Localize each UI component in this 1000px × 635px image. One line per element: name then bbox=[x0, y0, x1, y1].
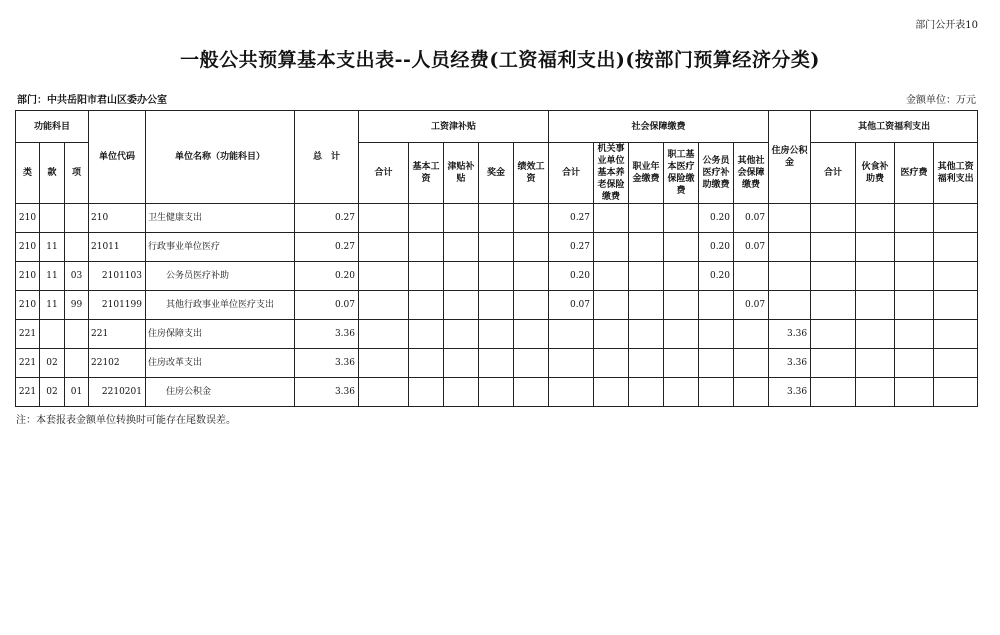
header-other-welfare: 其他工资福利支出 bbox=[934, 143, 978, 204]
cell-civil-medical bbox=[699, 291, 734, 320]
cell-perf-wage bbox=[514, 204, 549, 233]
cell-wage-sum bbox=[359, 320, 409, 349]
cell-unit-name: 住房公积金 bbox=[146, 378, 295, 407]
cell-other-welfare bbox=[934, 262, 978, 291]
cell-other-social: 0.07 bbox=[734, 291, 769, 320]
cell-lei: 221 bbox=[16, 349, 40, 378]
cell-civil-medical: 0.20 bbox=[699, 233, 734, 262]
cell-social-sum bbox=[549, 378, 594, 407]
cell-xiang: 99 bbox=[65, 291, 89, 320]
cell-meal bbox=[856, 291, 895, 320]
cell-xiang bbox=[65, 233, 89, 262]
header-civil-medical: 公务员医疗补助缴费 bbox=[699, 143, 734, 204]
cell-other-welfare bbox=[934, 320, 978, 349]
cell-unit-name: 其他行政事业单位医疗支出 bbox=[146, 291, 295, 320]
cell-other-welfare bbox=[934, 204, 978, 233]
header-annuity: 职业年金缴费 bbox=[629, 143, 664, 204]
cell-other-welfare bbox=[934, 291, 978, 320]
table-row bbox=[16, 349, 978, 378]
cell-medical-fee bbox=[895, 320, 934, 349]
table-row bbox=[16, 378, 978, 407]
cell-total: 0.20 bbox=[295, 262, 359, 291]
table-row bbox=[16, 262, 978, 291]
cell-medical-fee bbox=[895, 204, 934, 233]
cell-civil-medical: 0.20 bbox=[699, 262, 734, 291]
cell-housing: 3.36 bbox=[769, 320, 811, 349]
cell-other-social bbox=[734, 262, 769, 291]
cell-unit-code: 221 bbox=[89, 320, 146, 349]
cell-total: 3.36 bbox=[295, 378, 359, 407]
table-row bbox=[16, 320, 978, 349]
cell-medical bbox=[664, 204, 699, 233]
cell-lei: 210 bbox=[16, 262, 40, 291]
header-meal: 伙食补助费 bbox=[856, 143, 895, 204]
cell-kuan: 11 bbox=[40, 262, 65, 291]
header-other-social: 其他社会保障缴费 bbox=[734, 143, 769, 204]
cell-social-sum: 0.27 bbox=[549, 233, 594, 262]
cell-wage-sum bbox=[359, 204, 409, 233]
cell-lei: 210 bbox=[16, 204, 40, 233]
cell-wage-sum bbox=[359, 233, 409, 262]
cell-social-sum: 0.07 bbox=[549, 291, 594, 320]
cell-unit-name: 行政事业单位医疗 bbox=[146, 233, 295, 262]
cell-medical bbox=[664, 233, 699, 262]
cell-kuan bbox=[40, 204, 65, 233]
cell-unit-name: 卫生健康支出 bbox=[146, 204, 295, 233]
cell-perf-wage bbox=[514, 378, 549, 407]
cell-basic-wage bbox=[409, 378, 444, 407]
cell-annuity bbox=[629, 320, 664, 349]
cell-basic-wage bbox=[409, 204, 444, 233]
cell-other-social bbox=[734, 378, 769, 407]
cell-kuan: 02 bbox=[40, 378, 65, 407]
cell-other-sum bbox=[811, 291, 856, 320]
header-xiang: 项 bbox=[65, 143, 89, 204]
cell-bonus bbox=[479, 233, 514, 262]
cell-civil-medical: 0.20 bbox=[699, 204, 734, 233]
cell-lei: 221 bbox=[16, 320, 40, 349]
cell-allowance bbox=[444, 204, 479, 233]
cell-meal bbox=[856, 320, 895, 349]
cell-xiang bbox=[65, 349, 89, 378]
cell-allowance bbox=[444, 378, 479, 407]
cell-perf-wage bbox=[514, 349, 549, 378]
cell-unit-code: 22102 bbox=[89, 349, 146, 378]
cell-perf-wage bbox=[514, 320, 549, 349]
footnote: 注：本套报表金额单位转换时可能存在尾数误差。 bbox=[16, 415, 236, 426]
cell-medical-fee bbox=[895, 233, 934, 262]
cell-kuan: 02 bbox=[40, 349, 65, 378]
cell-unit-code: 2210201 bbox=[89, 378, 146, 407]
cell-total: 0.07 bbox=[295, 291, 359, 320]
header-social-group: 社会保障缴费 bbox=[549, 111, 769, 143]
header-housing: 住房公积金 bbox=[769, 111, 811, 204]
cell-kuan bbox=[40, 320, 65, 349]
cell-civil-medical bbox=[699, 378, 734, 407]
header-lei: 类 bbox=[16, 143, 40, 204]
cell-pension bbox=[594, 291, 629, 320]
cell-medical bbox=[664, 291, 699, 320]
cell-unit-code: 21011 bbox=[89, 233, 146, 262]
cell-unit-code: 2101199 bbox=[89, 291, 146, 320]
cell-bonus bbox=[479, 378, 514, 407]
cell-xiang: 03 bbox=[65, 262, 89, 291]
header-allowance: 津贴补贴 bbox=[444, 143, 479, 204]
cell-social-sum bbox=[549, 349, 594, 378]
cell-other-social bbox=[734, 320, 769, 349]
cell-total: 0.27 bbox=[295, 233, 359, 262]
cell-social-sum bbox=[549, 320, 594, 349]
cell-bonus bbox=[479, 291, 514, 320]
header-wage-group: 工资津补贴 bbox=[359, 111, 549, 143]
cell-pension bbox=[594, 204, 629, 233]
cell-medical bbox=[664, 262, 699, 291]
cell-housing: 3.36 bbox=[769, 349, 811, 378]
cell-meal bbox=[856, 233, 895, 262]
cell-basic-wage bbox=[409, 320, 444, 349]
header-medical-fee: 医疗费 bbox=[895, 143, 934, 204]
header-medical: 职工基本医疗保险缴费 bbox=[664, 143, 699, 204]
cell-basic-wage bbox=[409, 233, 444, 262]
cell-total: 3.36 bbox=[295, 349, 359, 378]
cell-social-sum: 0.27 bbox=[549, 204, 594, 233]
header-basic-wage: 基本工资 bbox=[409, 143, 444, 204]
cell-housing bbox=[769, 291, 811, 320]
budget-table bbox=[15, 110, 978, 407]
cell-lei: 210 bbox=[16, 291, 40, 320]
cell-pension bbox=[594, 320, 629, 349]
cell-pension bbox=[594, 349, 629, 378]
cell-perf-wage bbox=[514, 262, 549, 291]
cell-other-sum bbox=[811, 349, 856, 378]
header-bonus: 奖金 bbox=[479, 143, 514, 204]
cell-bonus bbox=[479, 262, 514, 291]
cell-total: 0.27 bbox=[295, 204, 359, 233]
cell-bonus bbox=[479, 204, 514, 233]
cell-basic-wage bbox=[409, 349, 444, 378]
cell-civil-medical bbox=[699, 349, 734, 378]
cell-other-sum bbox=[811, 204, 856, 233]
cell-bonus bbox=[479, 320, 514, 349]
table-row bbox=[16, 204, 978, 233]
cell-xiang bbox=[65, 320, 89, 349]
cell-basic-wage bbox=[409, 262, 444, 291]
header-unit-code: 单位代码 bbox=[89, 111, 146, 204]
header-kuan: 款 bbox=[40, 143, 65, 204]
cell-medical-fee bbox=[895, 378, 934, 407]
cell-unit-name: 住房改革支出 bbox=[146, 349, 295, 378]
currency-unit-label: 金额单位：万元 bbox=[906, 95, 976, 106]
cell-other-sum bbox=[811, 233, 856, 262]
cell-basic-wage bbox=[409, 291, 444, 320]
cell-total: 3.36 bbox=[295, 320, 359, 349]
cell-annuity bbox=[629, 349, 664, 378]
cell-allowance bbox=[444, 349, 479, 378]
cell-wage-sum bbox=[359, 291, 409, 320]
table-number-label: 部门公开表10 bbox=[915, 20, 978, 31]
cell-annuity bbox=[629, 262, 664, 291]
cell-medical-fee bbox=[895, 349, 934, 378]
cell-meal bbox=[856, 262, 895, 291]
cell-meal bbox=[856, 349, 895, 378]
table-row bbox=[16, 291, 978, 320]
cell-social-sum: 0.20 bbox=[549, 262, 594, 291]
cell-medical-fee bbox=[895, 262, 934, 291]
cell-wage-sum bbox=[359, 262, 409, 291]
cell-perf-wage bbox=[514, 291, 549, 320]
cell-unit-name: 住房保障支出 bbox=[146, 320, 295, 349]
cell-other-sum bbox=[811, 262, 856, 291]
cell-pension bbox=[594, 233, 629, 262]
cell-bonus bbox=[479, 349, 514, 378]
cell-other-sum bbox=[811, 378, 856, 407]
cell-pension bbox=[594, 378, 629, 407]
cell-annuity bbox=[629, 291, 664, 320]
cell-housing bbox=[769, 262, 811, 291]
cell-allowance bbox=[444, 291, 479, 320]
cell-medical bbox=[664, 349, 699, 378]
cell-medical-fee bbox=[895, 291, 934, 320]
header-unit-name: 单位名称（功能科目） bbox=[146, 111, 295, 204]
cell-wage-sum bbox=[359, 349, 409, 378]
cell-allowance bbox=[444, 320, 479, 349]
cell-housing bbox=[769, 233, 811, 262]
cell-other-welfare bbox=[934, 349, 978, 378]
cell-annuity bbox=[629, 233, 664, 262]
cell-wage-sum bbox=[359, 378, 409, 407]
cell-lei: 221 bbox=[16, 378, 40, 407]
cell-allowance bbox=[444, 262, 479, 291]
cell-annuity bbox=[629, 204, 664, 233]
cell-lei: 210 bbox=[16, 233, 40, 262]
cell-unit-code: 2101103 bbox=[89, 262, 146, 291]
table-row bbox=[16, 233, 978, 262]
cell-other-social bbox=[734, 349, 769, 378]
cell-unit-code: 210 bbox=[89, 204, 146, 233]
cell-civil-medical bbox=[699, 320, 734, 349]
department-label: 部门：中共岳阳市君山区委办公室 bbox=[17, 95, 167, 106]
cell-pension bbox=[594, 262, 629, 291]
cell-kuan: 11 bbox=[40, 291, 65, 320]
cell-xiang bbox=[65, 204, 89, 233]
page-title: 一般公共预算基本支出表--人员经费(工资福利支出)(按部门预算经济分类) bbox=[180, 49, 820, 71]
header-total: 总 计 bbox=[295, 111, 359, 204]
cell-allowance bbox=[444, 233, 479, 262]
header-wage-sum: 合计 bbox=[359, 143, 409, 204]
cell-other-welfare bbox=[934, 233, 978, 262]
cell-annuity bbox=[629, 378, 664, 407]
cell-medical bbox=[664, 378, 699, 407]
header-other-group: 其他工资福利支出 bbox=[811, 111, 978, 143]
cell-housing: 3.36 bbox=[769, 378, 811, 407]
header-pension: 机关事业单位基本养老保险缴费 bbox=[594, 143, 629, 204]
cell-meal bbox=[856, 204, 895, 233]
cell-kuan: 11 bbox=[40, 233, 65, 262]
cell-other-social: 0.07 bbox=[734, 204, 769, 233]
cell-xiang: 01 bbox=[65, 378, 89, 407]
header-perf-wage: 绩效工资 bbox=[514, 143, 549, 204]
cell-housing bbox=[769, 204, 811, 233]
cell-meal bbox=[856, 378, 895, 407]
cell-unit-name: 公务员医疗补助 bbox=[146, 262, 295, 291]
cell-other-welfare bbox=[934, 378, 978, 407]
cell-other-social: 0.07 bbox=[734, 233, 769, 262]
cell-other-sum bbox=[811, 320, 856, 349]
cell-medical bbox=[664, 320, 699, 349]
header-other-sum: 合计 bbox=[811, 143, 856, 204]
header-func-subject: 功能科目 bbox=[16, 111, 89, 143]
cell-perf-wage bbox=[514, 233, 549, 262]
header-social-sum: 合计 bbox=[549, 143, 594, 204]
